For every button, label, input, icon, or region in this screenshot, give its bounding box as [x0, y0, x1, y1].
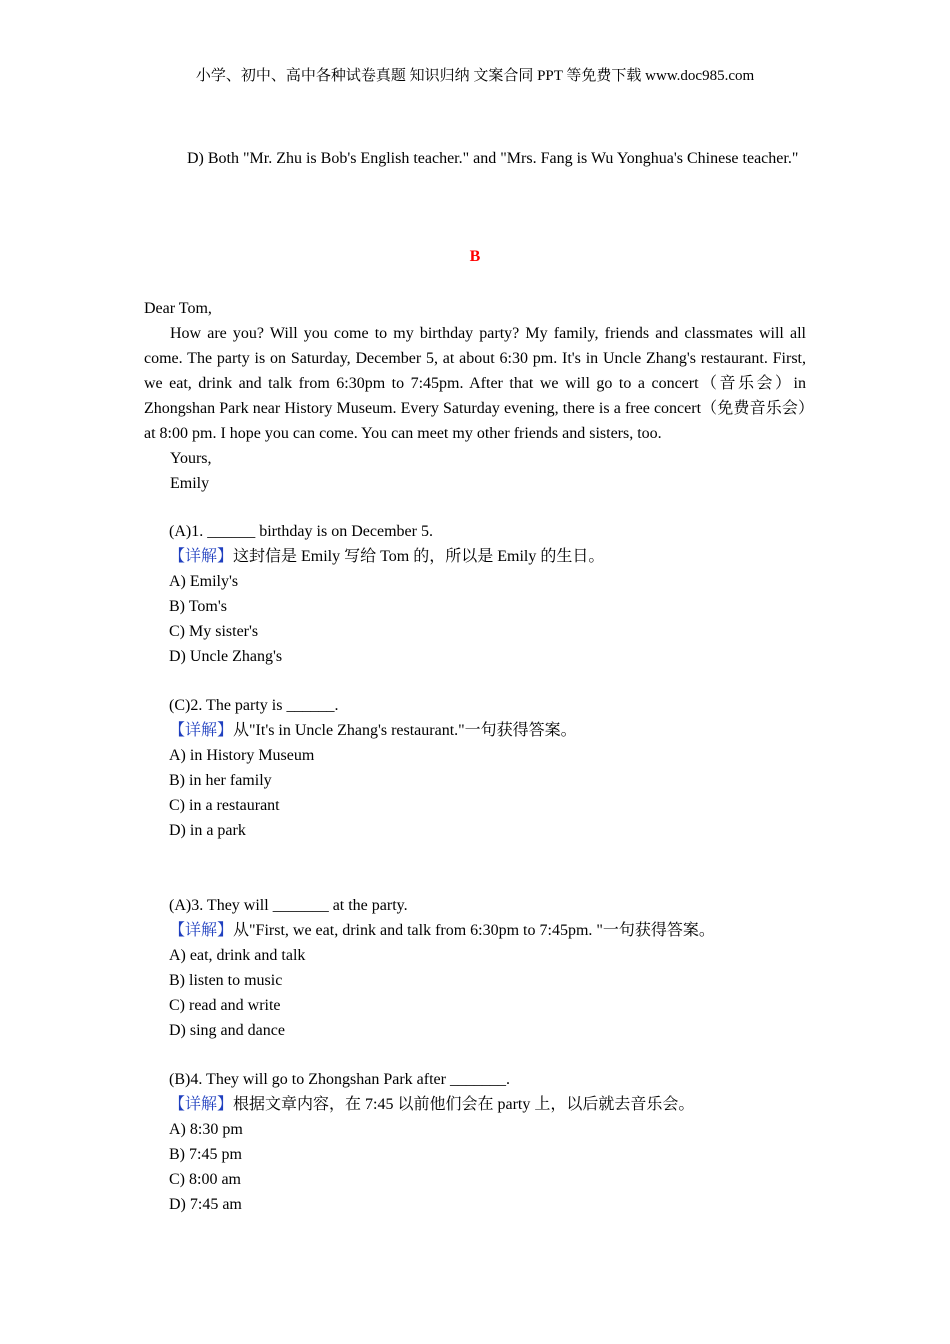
letter — [144, 296, 806, 496]
letter-closing: Yours, — [170, 450, 212, 467]
question-stem: (A)1. ______ birthday is on December 5. — [169, 523, 433, 540]
option-c: C) My sister's — [169, 623, 259, 640]
letter-signature: Emily — [170, 475, 210, 492]
section-title: B — [469, 248, 481, 265]
question-4 — [169, 1067, 809, 1217]
question-detail — [169, 918, 809, 943]
letter-salutation: Dear Tom, — [144, 300, 212, 317]
option-d: D) in a park — [169, 822, 246, 839]
detail-text: 从"First, we eat, drink and talk from 6:30pm to 7:45pm. "一句获得答案。 — [233, 922, 715, 939]
question-detail — [169, 718, 809, 743]
question-detail — [169, 544, 809, 569]
detail-tag: 【详解】 — [169, 722, 234, 739]
option-b: B) Tom's — [169, 598, 227, 615]
option-c: C) 8:00 am — [169, 1171, 241, 1188]
detail-tag: 【详解】 — [169, 922, 234, 939]
option-b: B) listen to music — [169, 972, 283, 989]
question-stem: (A)3. They will _______ at the party. — [169, 897, 408, 914]
detail-tag: 【详解】 — [169, 1096, 234, 1113]
option-d: D) sing and dance — [169, 1022, 285, 1039]
option-c: C) in a restaurant — [169, 797, 280, 814]
detail-text: 从"It's in Uncle Zhang's restaurant."一句获得答案。 — [233, 722, 577, 739]
option-d: D) 7:45 am — [169, 1196, 242, 1213]
detail-text: 根据文章内容，在 7:45 以前他们会在 party 上，以后就去音乐会。 — [233, 1096, 695, 1113]
option-c: C) read and write — [169, 997, 281, 1014]
option-a: A) in History Museum — [169, 747, 315, 764]
question-stem: (C)2. The party is ______. — [169, 697, 339, 714]
letter-body: How are you? Will you come to my birthday party? My family, friends and classmates will all come. The party is on Saturday, December 5, at about 6:30 pm. It's in Uncle Zhang's restaurant. First, we eat, drink and talk from 6:30pm to 7:45pm. After that we will go to a concert（音乐会）in Zhongshan Park near History Museum. Every Saturday evening, there is a free concert（免费音乐会）at 8:00 pm. I hope you can come. You can meet my other friends and sisters, too. — [144, 325, 806, 442]
detail-tag: 【详解】 — [169, 548, 234, 565]
question-1 — [169, 519, 809, 669]
question-stem: (B)4. They will go to Zhongshan Park after _______. — [169, 1071, 510, 1088]
option-a: A) Emily's — [169, 573, 239, 590]
question-detail — [169, 1092, 809, 1117]
detail-text: 这封信是 Emily 写给 Tom 的，所以是 Emily 的生日。 — [233, 548, 605, 565]
question-3 — [169, 893, 809, 1043]
option-d: D) Uncle Zhang's — [169, 648, 283, 665]
option-a: A) eat, drink and talk — [169, 947, 306, 964]
option-b: B) 7:45 pm — [169, 1146, 242, 1163]
option-a: A) 8:30 pm — [169, 1121, 243, 1138]
previous-question-option-d: D) Both "Mr. Zhu is Bob's English teacher." and "Mrs. Fang is Wu Yonghua's Chinese teacher." — [187, 150, 799, 167]
page-header: 小学、初中、高中各种试卷真题 知识归纳 文案合同 PPT 等免费下载 www.doc985.com — [195, 68, 755, 84]
question-2 — [169, 693, 809, 843]
option-b: B) in her family — [169, 772, 272, 789]
